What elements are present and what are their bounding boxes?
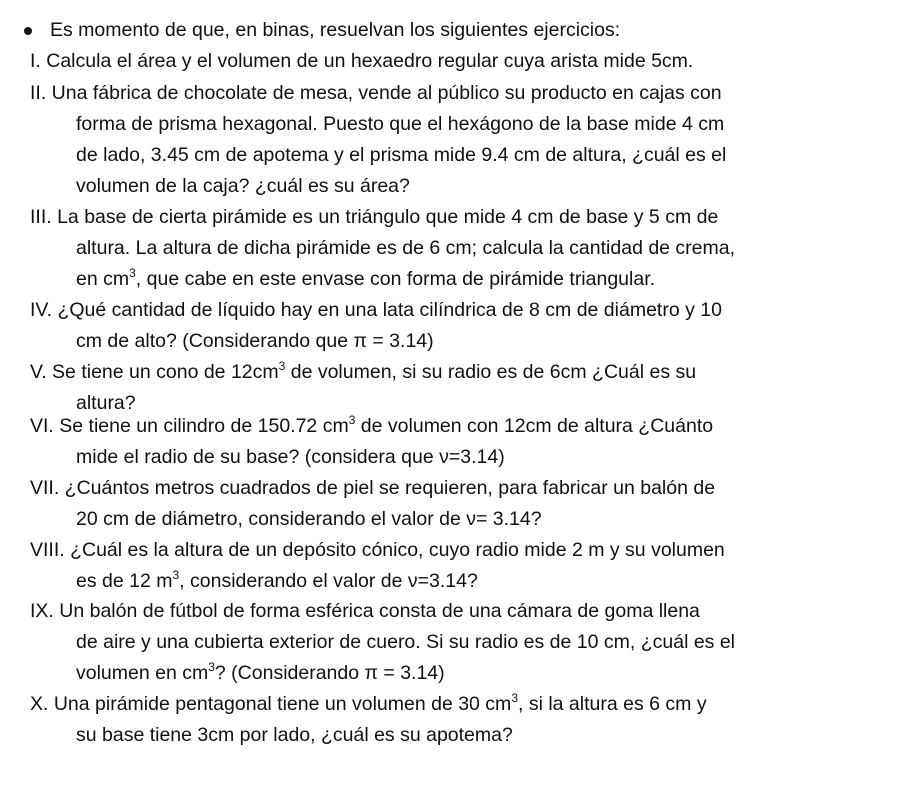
exercise-item bbox=[30, 596, 900, 689]
exercise-item bbox=[30, 295, 900, 357]
exercise-item bbox=[30, 78, 900, 202]
exercise-line: forma de prisma hexagonal. Puesto que el hexágono de la base mide 4 cm bbox=[76, 113, 725, 135]
exercise-line: en $cm^3$, que cabe en este envase con forma de pirámide triangular. bbox=[76, 265, 656, 290]
exercise-line: II. Una fábrica de chocolate de mesa, vende al público su producto en cajas con bbox=[30, 82, 722, 104]
exercise-line: VII. ¿Cuántos metros cuadrados de piel se requieren, para fabricar un balón de bbox=[30, 477, 716, 499]
exercise-line: altura. La altura de dicha pirámide es de 6 cm; calcula la cantidad de crema, bbox=[76, 237, 736, 259]
exercise-line: volumen de la caja? ¿cuál es su área? bbox=[76, 175, 410, 197]
exercise-item bbox=[30, 473, 900, 535]
exercise-line: de lado, 3.45 cm de apotema y el prisma mide 9.4 cm de altura, ¿cuál es el bbox=[76, 144, 727, 166]
exercise-line: V. Se tiene un cono de $12cm^3$ de volumen, si su radio es de 6cm ¿Cuál es su bbox=[30, 358, 697, 383]
exercise-item bbox=[30, 357, 900, 419]
exercise-item bbox=[30, 202, 900, 295]
exercise-item bbox=[30, 411, 900, 473]
exercise-line: VIII. ¿Cuál es la altura de un depósito cónico, cuyo radio mide 2 m y su volumen bbox=[30, 539, 725, 561]
exercise-line: IX. Un balón de fútbol de forma esférica consta de una cámara de goma llena bbox=[30, 600, 700, 622]
exercise-item bbox=[30, 535, 900, 597]
exercise-line: cm de alto? (Considerando que π = 3.14) bbox=[76, 330, 434, 352]
exercise-item bbox=[30, 689, 900, 751]
exercise-line: I. Calcula el área y el volumen de un hexaedro regular cuya arista mide 5cm. bbox=[30, 50, 694, 72]
exercise-line: VI. Se tiene un cilindro de 150.72 $cm^3$ de volumen con 12cm de altura ¿Cuánto bbox=[30, 412, 714, 437]
intro-text: Es momento de que, en binas, resuelvan los siguientes ejercicios: bbox=[50, 19, 621, 41]
exercise-line: X. Una pirámide pentagonal tiene un volumen de 30 $cm^3$, si la altura es 6 cm y bbox=[30, 690, 707, 715]
exercise-line: volumen en $cm^3$? (Considerando π = 3.14) bbox=[76, 659, 445, 684]
exercise-line: de aire y una cubierta exterior de cuero. Si su radio es de 10 cm, ¿cuál es el bbox=[76, 631, 736, 653]
exercise-line: es de 12 $m^3$, considerando el valor de ν=3.14? bbox=[76, 567, 478, 592]
exercise-line: III. La base de cierta pirámide es un triángulo que mide 4 cm de base y 5 cm de bbox=[30, 206, 719, 228]
bullet-dot-icon bbox=[24, 27, 32, 35]
exercise-item bbox=[30, 46, 900, 77]
exercise-line: altura? bbox=[76, 392, 136, 414]
exercise-line: mide el radio de su base? (considera que ν=3.14) bbox=[76, 446, 505, 468]
exercise-line: 20 cm de diámetro, considerando el valor de ν= 3.14? bbox=[76, 508, 542, 530]
exercise-line: IV. ¿Qué cantidad de líquido hay en una lata cilíndrica de 8 cm de diámetro y 10 bbox=[30, 299, 722, 321]
exercise-line: su base tiene 3cm por lado, ¿cuál es su apotema? bbox=[76, 724, 513, 746]
